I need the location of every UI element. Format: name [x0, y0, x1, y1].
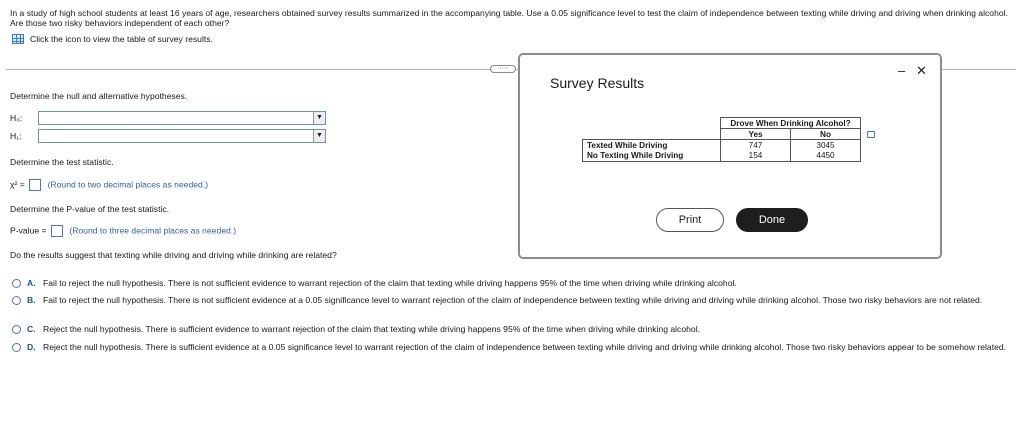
row-label: No Texting While Driving: [583, 151, 721, 162]
survey-results-dialog: [518, 53, 942, 259]
pvalue-row: [10, 225, 236, 237]
h0-dropdown[interactable]: [38, 111, 326, 125]
option-a[interactable]: [12, 278, 1012, 288]
cell-yes: 154: [721, 151, 791, 162]
test-stat-label: Determine the test statistic.: [10, 157, 114, 167]
option-b[interactable]: [12, 295, 1012, 305]
option-text[interactable]: Fail to reject the null hypothesis. There is not sufficient evidence at a 0.05 significance level to warrant rejection of the claim of independence between texting while driving and driving while drinking alcohol. Those two risky behaviors are not related.: [43, 295, 983, 305]
radio-b[interactable]: [12, 296, 21, 305]
conclusion-question: Do the results suggest that texting while driving and driving while drinking are related?: [10, 250, 337, 260]
copy-icon[interactable]: [867, 131, 875, 138]
pvalue-symbol: P-value =: [10, 225, 47, 236]
pvalue-label: Determine the P-value of the test statistic.: [10, 204, 170, 214]
option-letter: A.: [27, 278, 36, 288]
pvalue-input[interactable]: [51, 225, 63, 237]
dropdown-arrow-icon[interactable]: ▼: [313, 130, 325, 142]
option-d[interactable]: [12, 342, 1012, 352]
table-row: [583, 151, 861, 162]
option-c[interactable]: [12, 324, 1012, 334]
group-header: Drove When Drinking Alcohol?: [721, 118, 861, 129]
minimize-icon[interactable]: –: [898, 63, 906, 78]
expand-button[interactable]: ·····: [490, 65, 516, 73]
table-row: [583, 140, 861, 151]
cell-no: 3045: [791, 140, 861, 151]
option-letter: D.: [27, 342, 36, 352]
radio-d[interactable]: [12, 343, 21, 352]
table-link-text[interactable]: Click the icon to view the table of survey results.: [30, 34, 213, 44]
done-button[interactable]: Done: [736, 208, 808, 232]
close-icon[interactable]: ✕: [916, 63, 927, 78]
option-letter: B.: [27, 295, 36, 305]
option-letter: C.: [27, 324, 36, 334]
print-button[interactable]: Print: [656, 208, 724, 232]
test-stat-row: [10, 179, 208, 191]
col-yes-header: Yes: [721, 129, 791, 140]
table-link[interactable]: [12, 34, 213, 44]
option-text[interactable]: Fail to reject the null hypothesis. There is not sufficient evidence to warrant rejection of the claim that texting while driving happens 95% of the time when driving while drinking alcohol.: [43, 278, 737, 288]
dropdown-arrow-icon[interactable]: ▼: [313, 112, 325, 124]
h0-label: H₀:: [10, 113, 23, 123]
h1-row: [10, 129, 326, 143]
test-stat-hint: (Round to two decimal places as needed.): [47, 179, 209, 190]
radio-c[interactable]: [12, 325, 21, 334]
h1-label: H₁:: [10, 131, 22, 141]
table-icon[interactable]: [12, 34, 24, 44]
row-label: Texted While Driving: [583, 140, 721, 151]
dialog-title: Survey Results: [550, 75, 645, 91]
problem-statement: In a study of high school students at least 16 years of age, researchers obtained survey results summarized in the accompanying table. Use a 0.05 significance level to test the claim of independence between texting while driving and driving when drinking alcohol. Are those two risky behaviors independent of each other?: [10, 8, 1008, 28]
h1-dropdown[interactable]: [38, 129, 326, 143]
option-text[interactable]: Reject the null hypothesis. There is sufficient evidence to warrant rejection of the claim that texting while driving happens 95% of the time when driving while drinking alcohol.: [43, 324, 700, 334]
pvalue-hint: (Round to three decimal places as needed.): [69, 225, 237, 236]
cell-yes: 747: [721, 140, 791, 151]
radio-a[interactable]: [12, 279, 21, 288]
chi-square-input[interactable]: [29, 179, 41, 191]
h0-row: [10, 111, 326, 125]
option-text[interactable]: Reject the null hypothesis. There is sufficient evidence at a 0.05 significance level to warrant rejection of the claim of independence between texting while driving and driving while drinking alcohol. Those two risky behaviors appear to be somehow related.: [43, 342, 1007, 352]
cell-no: 4450: [791, 151, 861, 162]
hypotheses-label: Determine the null and alternative hypotheses.: [10, 91, 188, 101]
col-no-header: No: [791, 129, 861, 140]
survey-table: [582, 117, 861, 162]
chi-square-symbol: χ² =: [10, 179, 25, 190]
